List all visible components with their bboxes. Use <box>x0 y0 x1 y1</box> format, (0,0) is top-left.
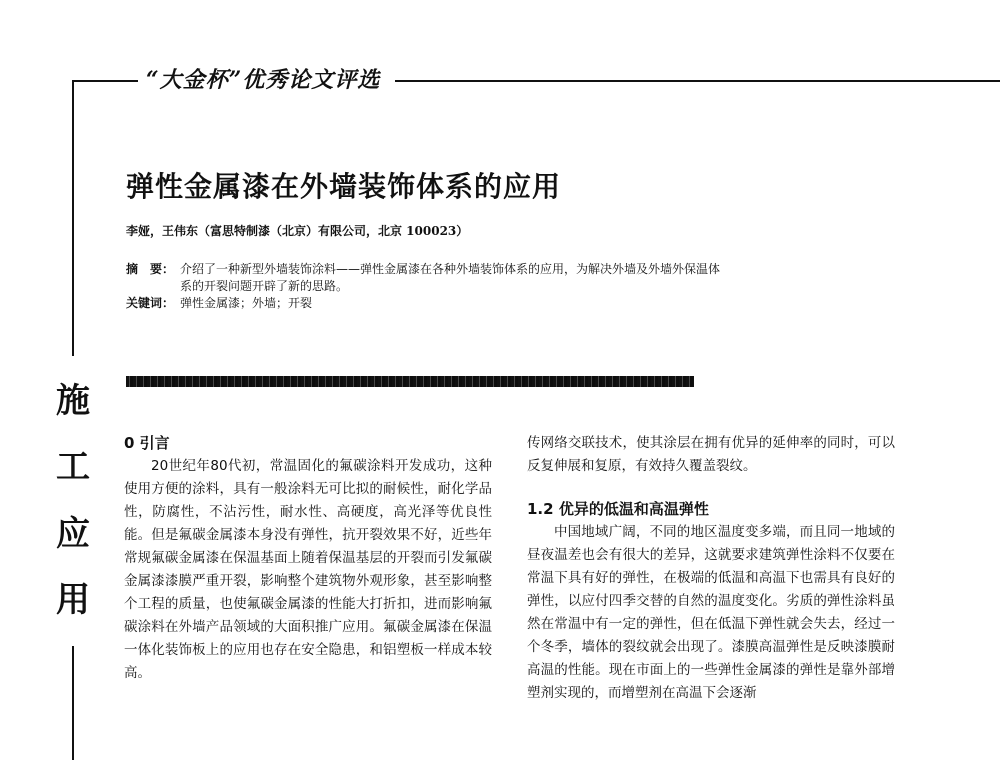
intro-paragraph: 20世纪年80代初，常温固化的氟碳涂料开发成功，这种使用方便的涂料，具有一般涂料无可比拟的耐候性，耐化学品性，防腐性，不沾污性，耐水性、高硬度，高光泽等优良性能。但是氟碳金属漆本身没有弹性，抗开裂效果不好，近些年常规氟碳金属漆在保温基面上随着保温基层的开裂而引发氟碳金属漆漆膜严重开裂，影响整个建筑物外观形象，甚至影响整个工程的质量，也使氟碳金属漆的性能大打折扣，进而影响氟碳涂料在外墙产品领域的大面积推广应用。氟碳金属漆在保温一体化装饰板上的应用也存在安全隐患，和铝塑板一样成本较高。 <box>124 458 492 681</box>
decorative-band <box>126 376 694 387</box>
section-number: 1.2 <box>527 500 554 518</box>
header-rule-left <box>72 80 142 82</box>
side-label-char: 用 <box>56 580 90 620</box>
side-label-char: 施 <box>56 381 90 421</box>
section-heading-text: 优异的低温和高温弹性 <box>558 500 709 518</box>
header-rule-right <box>395 80 1000 82</box>
section-1-2-paragraph: 中国地域广阔，不同的地区温度变多端，而且同一地域的昼夜温差也会有很大的差异，这就要求建筑弹性涂料不仅要在常温下具有好的弹性，在极端的低温和高温下也需具有良好的弹性，以应付四季交替的自然的温度变化。劣质的弹性涂料虽然在常温中有一定的弹性，但在低温下弹性就会失去，经过一个冬季，墙体的裂纹就会出现了。漆膜高温弹性是反映漆膜耐高温的性能。现在市面上的一些弹性金属漆的弹性是靠外部增塑剂实现的，而增塑剂在高温下会逐渐 <box>527 524 895 701</box>
side-rule-bottom <box>72 646 74 760</box>
section-heading-intro: 0 引言 <box>124 434 170 452</box>
section-gap <box>527 478 895 498</box>
abstract-text: 介绍了一种新型外墙装饰涂料——弹性金属漆在各种外墙装饰体系的应用，为解决外墙及外墙外保温体 <box>180 262 721 276</box>
continued-paragraph: 传网络交联技术，使其涂层在拥有优异的延伸率的同时，可以反复伸展和复原，有效持久覆盖裂纹。 <box>527 435 895 474</box>
abstract-line <box>126 261 846 278</box>
keywords-text: 弹性金属漆；外墙；开裂 <box>180 296 313 310</box>
abstract-continuation: 系的开裂问题开辟了新的思路。 <box>180 279 349 293</box>
body-left-column <box>124 432 492 685</box>
side-rule-top <box>72 80 74 356</box>
abstract-label: 摘 要： <box>126 262 175 276</box>
section-heading-1-2 <box>527 498 895 521</box>
body-right-column <box>527 432 895 705</box>
article-title: 弹性金属漆在外墙装饰体系的应用 <box>126 170 562 203</box>
abstract-block <box>126 261 846 312</box>
side-label-char: 工 <box>56 447 90 487</box>
series-title: “大金杯”优秀论文评选 <box>138 66 388 94</box>
keywords-label: 关键词： <box>126 296 175 310</box>
authors-affiliation: 李娅，王伟东（富思特制漆（北京）有限公司，北京 100023） <box>126 224 469 238</box>
side-label-char: 应 <box>56 514 90 554</box>
keywords-line <box>126 295 846 312</box>
